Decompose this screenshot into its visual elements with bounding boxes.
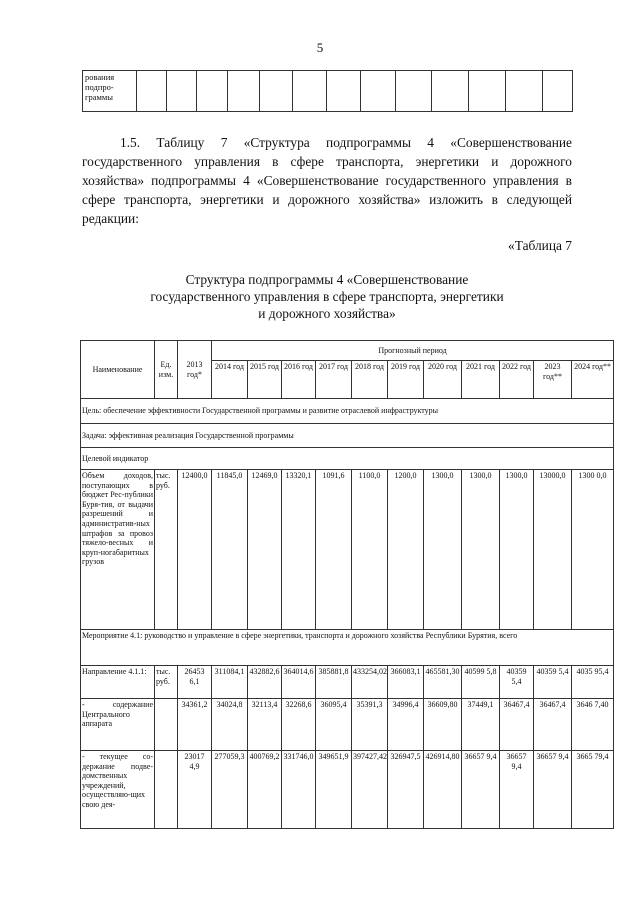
value-cell: 36657 9,4 [462,751,500,829]
header-year: 2024 год** [572,361,614,399]
value-cell: 1300,0 [462,470,500,630]
header-year: 2022 год [500,361,534,399]
value-cell: 37449,1 [462,699,500,751]
value-cell: 364014,6 [282,666,316,699]
value-cell: 3665 79,4 [572,751,614,829]
value-cell: 26453 6,1 [178,666,212,699]
value-cell: 32268,6 [282,699,316,751]
value-cell: 277059,3 [212,751,248,829]
continued-table-fragment [82,70,573,112]
value-cell: 34361,2 [178,699,212,751]
header-name: Наименование [81,341,155,399]
header-year: 2016 год [282,361,316,399]
value-cell: 432882,6 [248,666,282,699]
value-cell: 1300,0 [424,470,462,630]
row-unit: тыс. руб. [155,666,178,699]
row-unit: тыс. руб. [155,470,178,630]
header-forecast: Прогнозный период [212,341,614,361]
header-year: 2021 год [462,361,500,399]
value-cell: 465581,30 [424,666,462,699]
table-row [81,666,614,699]
value-cell: 34024,8 [212,699,248,751]
value-cell: 331746,0 [282,751,316,829]
value-cell: 32113,4 [248,699,282,751]
table-title-line: Структура подпрограммы 4 «Совершенствование [185,272,469,287]
table-title [82,271,572,322]
name-cell: рования подпро-граммы [83,71,137,112]
value-cell: 4035 95,4 [572,666,614,699]
table-row [81,699,614,751]
value-cell: 13000,0 [534,470,572,630]
header-unit: Ед. изм. [155,341,178,399]
header-year: 2023 год** [534,361,572,399]
header-year: 2018 год [352,361,388,399]
row-unit [155,699,178,751]
value-cell: 36467,4 [500,699,534,751]
value-cell: 385881,8 [316,666,352,699]
value-cell: 1300 0,0 [572,470,614,630]
row-name: - содержание Центрального аппарата [81,699,155,751]
value-cell: 349651,9 [316,751,352,829]
value-cell: 3646 7,40 [572,699,614,751]
value-cell: 1091,6 [316,470,352,630]
value-cell: 34996,4 [388,699,424,751]
indicator-row: Целевой индикатор [81,448,614,470]
header-base-year: 2013 год* [178,341,212,399]
value-cell: 326947,5 [388,751,424,829]
value-cell: 311084,1 [212,666,248,699]
value-cell: 35391,3 [352,699,388,751]
structure-table [80,340,614,829]
value-cell: 36657 9,4 [500,751,534,829]
value-cell: 11845,0 [212,470,248,630]
value-cell: 13320,1 [282,470,316,630]
value-cell: 36609,80 [424,699,462,751]
row-name: - текущее со-держание подве-домственных учреждений, осуществляю-щих свою дея- [81,751,155,829]
value-cell: 40359 5,4 [534,666,572,699]
table-row [81,470,614,630]
value-cell: 40599 5,8 [462,666,500,699]
value-cell: 12469,0 [248,470,282,630]
value-cell: 23017 4,9 [178,751,212,829]
row-unit [155,751,178,829]
value-cell: 397427,42 [352,751,388,829]
header-year: 2017 год [316,361,352,399]
value-cell: 36095,4 [316,699,352,751]
table-title-line: государственного управления в сфере транспорта, энергетики [150,289,504,304]
value-cell: 400769,2 [248,751,282,829]
value-cell: 36467,4 [534,699,572,751]
value-cell: 40359 5,4 [500,666,534,699]
value-cell: 366083,1 [388,666,424,699]
value-cell: 12400,0 [178,470,212,630]
goal-row: Цель: обеспечение эффективности Государственной программы и развитие отраслевой инфраструктуры [81,399,614,424]
row-name: Объем доходов, поступающих в бюджет Рес-публики Буря-тия, от выдачи разрешений и административ-ных штрафов за провоз тяжело-весных и круп-ногабаритных грузов [81,470,155,630]
value-cell: 1300,0 [500,470,534,630]
header-year: 2020 год [424,361,462,399]
header-year: 2015 год [248,361,282,399]
value-cell: 36657 9,4 [534,751,572,829]
table-label: «Таблица 7 [508,238,572,253]
table-row [81,751,614,829]
page-number: 5 [316,40,324,55]
table-title-line: и дорожного хозяйства» [258,306,396,321]
header-year: 2014 год [212,361,248,399]
task-row: Задача: эффективная реализация Государственной программы [81,424,614,448]
row-name: Направление 4.1.1: [81,666,155,699]
value-cell: 1100,0 [352,470,388,630]
value-cell: 433254,02 [352,666,388,699]
value-cell: 426914,80 [424,751,462,829]
measure-row: Мероприятие 4.1: руководство и управление в сфере энергетики, транспорта и дорожного хозяйства Республики Бурятия, всего [81,630,614,666]
value-cell: 1200,0 [388,470,424,630]
amendment-paragraph: 1.5. Таблицу 7 «Структура подпрограммы 4 «Совершенствование государственного управления в сфере транспорта, энергетики и дорожного хозяйства» подпрограммы 4 «Совершенствование государственного управления в сфере транспорта, энергетики и дорожного хозяйства» изложить в следующей редакции: [82,135,572,226]
header-year: 2019 год [388,361,424,399]
